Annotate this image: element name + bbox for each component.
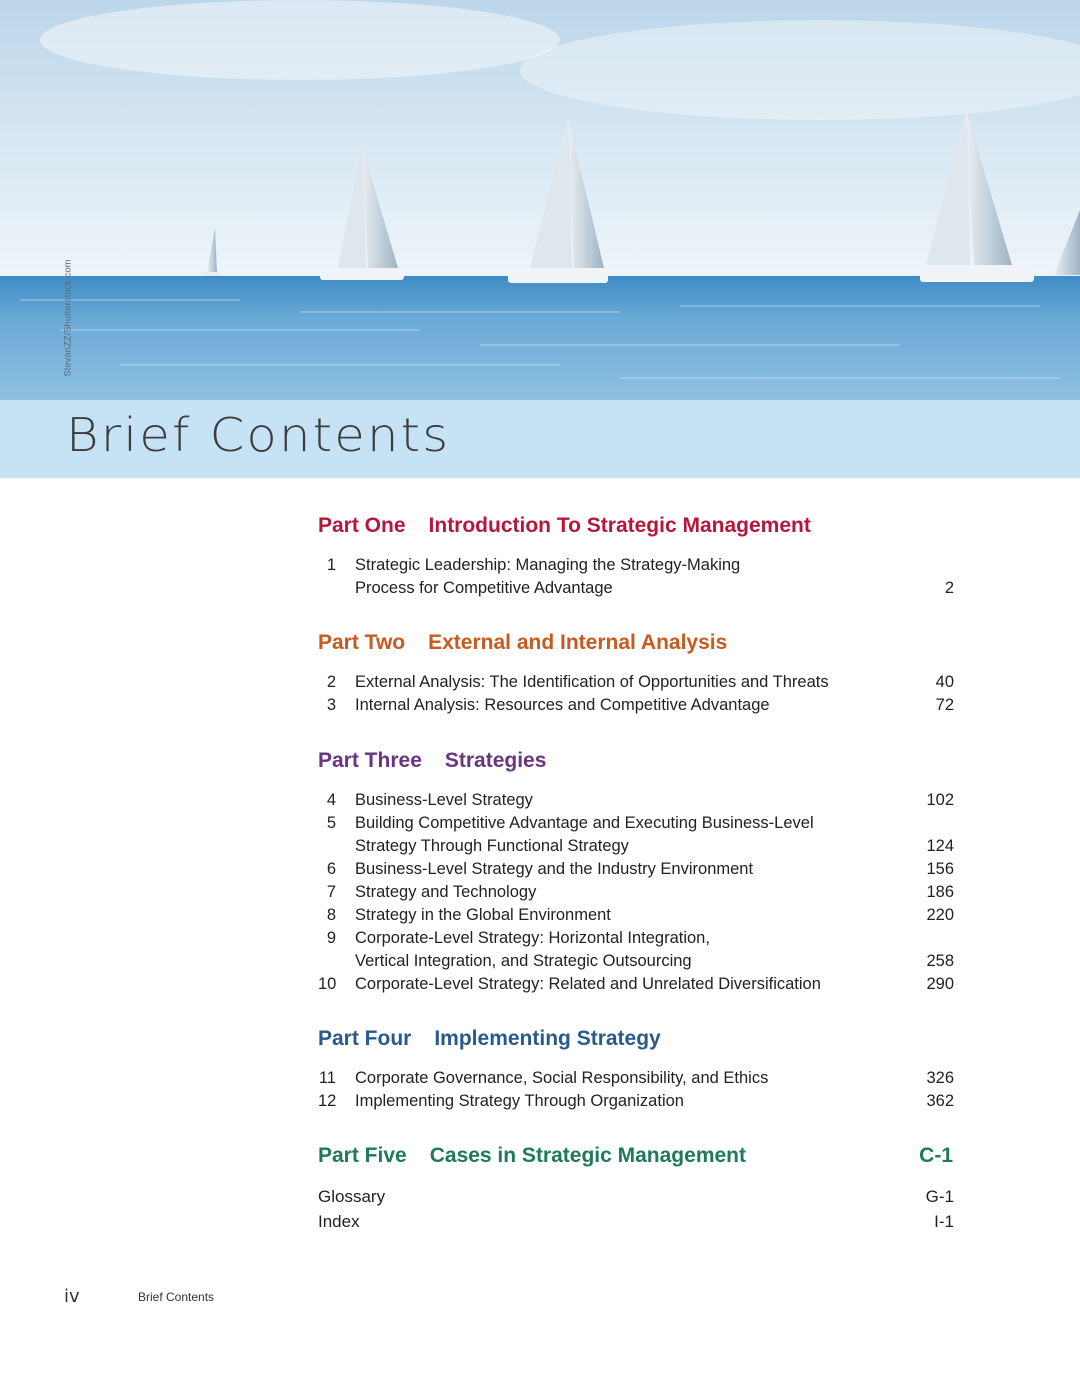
chapter-title: Corporate-Level Strategy: Horizontal Integration, (355, 929, 710, 947)
back-matter-title: Index (318, 1212, 360, 1231)
part-title: Implementing Strategy (434, 1027, 661, 1050)
page-number: G-1 (925, 1187, 954, 1206)
part-three-heading (318, 749, 958, 773)
chapter-number: 8 (326, 906, 336, 924)
part-label: Part Five (318, 1144, 407, 1167)
page-number: 72 (935, 696, 954, 714)
chapter-title: Strategy Through Functional Strategy (355, 837, 629, 855)
chapter-title: Corporate Governance, Social Responsibility, and Ethics (355, 1069, 769, 1087)
back-matter-row[interactable] (318, 1187, 954, 1207)
page-number: 2 (944, 579, 954, 597)
chapter-title: Vertical Integration, and Strategic Outsourcing (355, 952, 692, 970)
chapter-number: 2 (326, 673, 336, 691)
chapter-title: Strategic Leadership: Managing the Strategy-Making (355, 556, 741, 574)
page-number: 258 (926, 952, 954, 970)
part-title: External and Internal Analysis (428, 631, 728, 654)
chapter-title: Business-Level Strategy and the Industry Environment (355, 860, 754, 878)
chapter-number: 10 (318, 975, 337, 993)
back-matter-row[interactable] (318, 1212, 954, 1232)
page-number: 124 (926, 837, 954, 855)
page-title: Brief Contents (66, 408, 451, 462)
chapter-number: 3 (326, 696, 336, 714)
part-five-heading (318, 1144, 958, 1168)
part-four-heading (318, 1027, 958, 1051)
chapter-title: Business-Level Strategy (355, 791, 533, 809)
part-page-number: C-1 (919, 1144, 953, 1167)
footer-running-head: Brief Contents (138, 1290, 215, 1304)
back-matter-title: Glossary (318, 1187, 386, 1206)
photo-credit: StevanZZ/Shutterstock.com (62, 259, 74, 377)
part-label: Part One (318, 514, 406, 537)
part-two-heading (318, 631, 958, 655)
chapter-number: 12 (318, 1092, 337, 1110)
chapter-title: Corporate-Level Strategy: Related and Unrelated Diversification (355, 975, 821, 993)
page-number: 290 (926, 975, 954, 993)
part-title: Cases in Strategic Management (429, 1144, 746, 1167)
chapter-number: 9 (326, 929, 336, 947)
page-number: 40 (935, 673, 954, 691)
chapter-number: 1 (326, 556, 336, 574)
title-band (0, 400, 1080, 478)
page-number: 156 (926, 860, 954, 878)
hero-photo (0, 0, 1080, 400)
chapter-number: 6 (326, 860, 336, 878)
part-title: Strategies (444, 749, 547, 772)
chapter-title: Strategy and Technology (355, 883, 537, 901)
chapter-title: Building Competitive Advantage and Executing Business-Level (355, 814, 814, 832)
chapter-title: External Analysis: The Identification of Opportunities and Threats (355, 673, 829, 691)
chapter-title: Implementing Strategy Through Organization (355, 1092, 684, 1110)
sailboats-illustration (0, 0, 1080, 400)
chapter-title: Internal Analysis: Resources and Competitive Advantage (355, 696, 770, 714)
chapter-number: 4 (326, 791, 336, 809)
part-label: Part Three (318, 749, 422, 772)
part-label: Part Four (318, 1027, 412, 1050)
chapter-number: 5 (326, 814, 336, 832)
chapter-number: 7 (326, 883, 336, 901)
page-number: I-1 (934, 1212, 954, 1231)
page-number: 220 (926, 906, 954, 924)
chapter-number: 11 (318, 1069, 336, 1087)
part-label: Part Two (318, 631, 406, 654)
part-title: Introduction To Strategic Management (428, 514, 811, 537)
page-number: 102 (926, 791, 954, 809)
page-number: 326 (926, 1069, 954, 1087)
part-one-heading (318, 514, 958, 538)
page-number: 362 (926, 1092, 954, 1110)
footer-page-number: iv (64, 1286, 80, 1307)
chapter-title: Process for Competitive Advantage (355, 579, 613, 597)
page-number: 186 (926, 883, 954, 901)
chapter-title: Strategy in the Global Environment (355, 906, 611, 924)
